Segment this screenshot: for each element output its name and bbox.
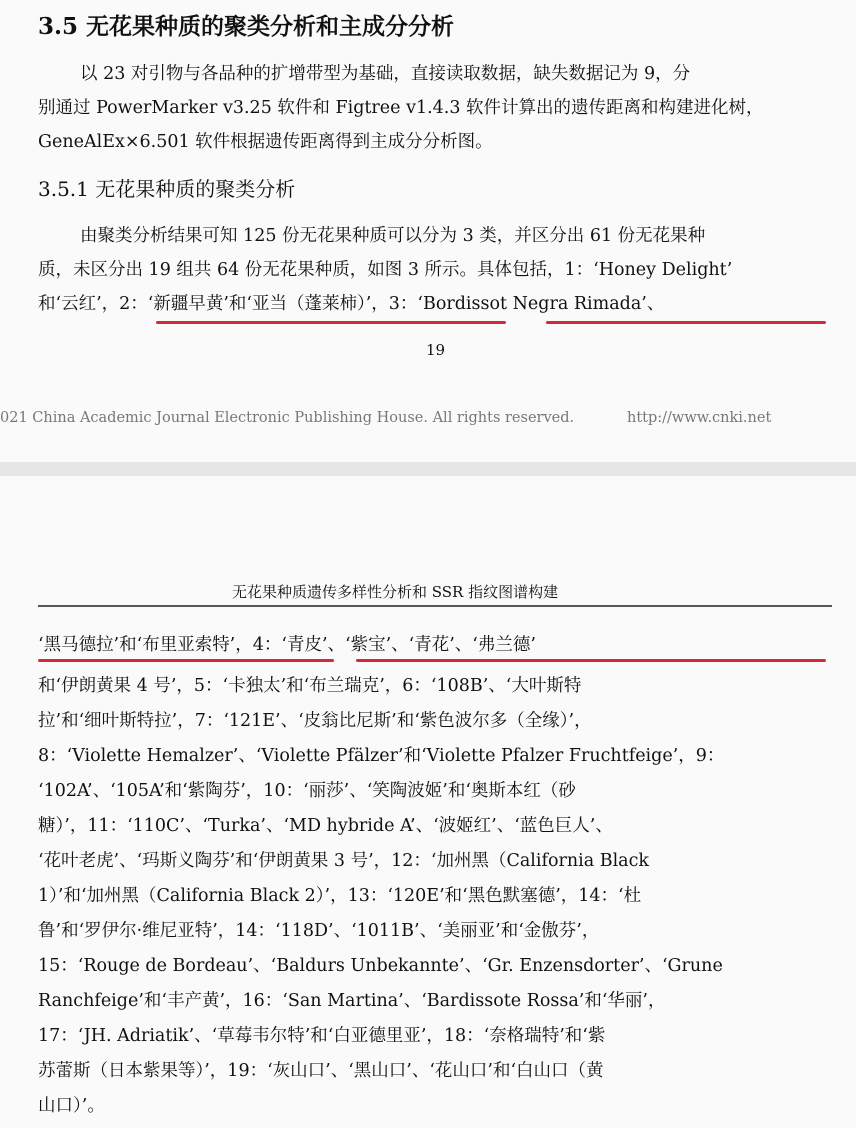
subsection-heading: 3.5.1 无花果种质的聚类分析 <box>38 177 296 201</box>
para2-line-3: 和‘云红’，2：‘新疆早黄’和‘亚当（蓬莱柿）’，3：‘Bordissot Negra Rimada’、 <box>38 294 665 314</box>
body-line: 鲁’和‘罗伊尔·维尼亚特’，14：‘118D’、‘1011B’、‘美丽亚’和‘金傲芬’， <box>38 921 600 941</box>
body-line: 山口）’。 <box>38 1096 105 1116</box>
body-line: 1）’和‘加州黑（California Black 2）’，13：‘120E’和‘黑色默塞德’，14：‘杜 <box>38 886 642 906</box>
body-line: Ranchfeige’和‘丰产黄’，16：‘San Martina’、‘Bardissote Rossa’和‘华丽’， <box>38 991 666 1011</box>
page-bottom <box>0 476 856 1128</box>
body-line: ‘花叶老虎’、‘玛斯义陶芬’和‘伊朗黄果 3 号’，12：‘加州黑（California Black <box>38 851 650 871</box>
footer-copyright: 021 China Academic Journal Electronic Publishing House. All rights reserved. <box>0 410 575 426</box>
body-line: 8：‘Violette Hemalzer’、‘Violette Pfälzer’和‘Violette Pfalzer Fruchtfeige’，9： <box>38 746 725 766</box>
para1-line-1: 以 23 对引物与各品种的扩增带型为基础，直接读取数据，缺失数据记为 9，分 <box>80 64 691 84</box>
body-line: ‘102A’、‘105A’和‘紫陶芬’，10：‘丽莎’、‘笑陶波姬’和‘奥斯本红（砂 <box>38 781 576 801</box>
para1-line-3: GeneAlEx×6.501 软件根据遗传距离得到主成分分析图。 <box>38 132 493 152</box>
highlight-underline <box>546 321 826 324</box>
page-number: 19 <box>426 341 446 359</box>
running-head: 无花果种质遗传多样性分析和 SSR 指纹图谱构建 <box>232 583 559 601</box>
header-rule <box>38 605 832 607</box>
section-heading: 3.5 无花果种质的聚类分析和主成分分析 <box>38 13 455 40</box>
body-line: 苏蕾斯（日本紫果等）’，19：‘灰山口’、‘黑山口’、‘花山口’和‘白山口（黄 <box>38 1061 604 1081</box>
highlight-underline <box>38 659 334 662</box>
page-gap <box>0 462 856 476</box>
para2-line-2: 质，未区分出 19 组共 64 份无花果种质，如图 3 所示。具体包括，1：‘Honey Delight’ <box>38 260 733 280</box>
body-line: 17：‘JH. Adriatik’、‘草莓韦尔特’和‘白亚德里亚’，18：‘奈格瑞特’和‘紫 <box>38 1026 606 1046</box>
footer-url: http://www.cnki.net <box>627 410 772 426</box>
body-line: 15：‘Rouge de Bordeau’、‘Baldurs Unbekannte’、‘Gr. Enzensdorter’、‘Grune <box>38 956 723 976</box>
body-line: 拉’和‘细叶斯特拉’，7：‘121E’、‘皮翁比尼斯’和‘紫色波尔多（全缘）’， <box>38 711 592 731</box>
para1-line-2: 别通过 PowerMarker v3.25 软件和 Figtree v1.4.3 软件计算出的遗传距离和构建进化树， <box>38 98 764 118</box>
para2-line-1: 由聚类分析结果可知 125 份无花果种质可以分为 3 类，并区分出 61 份无花果种 <box>80 226 706 246</box>
body-line: 糖）’，11：‘110C’、‘Turka’、‘MD hybride A’、‘波姬红’、‘蓝色巨人’、 <box>38 816 613 836</box>
body-line: 和‘伊朗黄果 4 号’，5：‘卡独太’和‘布兰瑞克’，6：‘108B’、‘大叶斯特 <box>38 676 582 696</box>
body-line: ‘黑马德拉’和‘布里亚索特’，4：‘青皮’、‘紫宝’、‘青花’、‘弗兰德’ <box>38 635 536 655</box>
highlight-underline <box>156 321 506 324</box>
highlight-underline <box>356 659 826 662</box>
page-top <box>0 0 856 462</box>
